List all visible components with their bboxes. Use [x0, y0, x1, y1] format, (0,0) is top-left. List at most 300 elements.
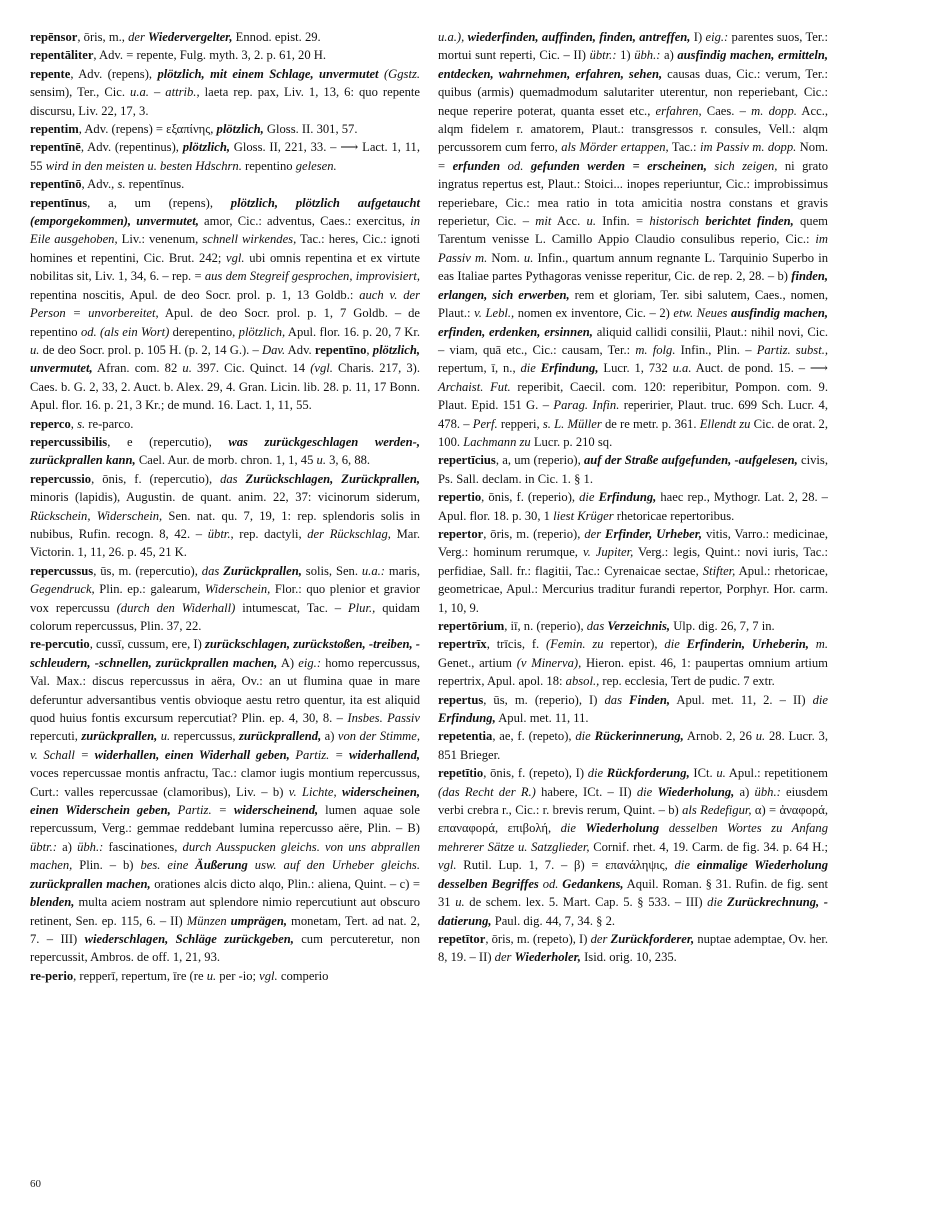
entry-text: Cornif. rhet. 4, 19. Carm. de fig. 34. p. 64 H.;: [589, 839, 828, 854]
italic-note: vgl.: [259, 968, 278, 983]
translation: Zurückrechnung, -datierung,: [438, 895, 828, 928]
italic-note: übh.:: [634, 48, 661, 63]
left-column: [30, 28, 420, 985]
translation: erfunden: [452, 158, 501, 173]
entry-text: Gloss. II. 301, 57.: [263, 122, 358, 137]
entry-text: quem Tarentum venisse L. Camillo Appio Claudio consulibus reperio, Cic.:: [438, 214, 828, 247]
translation: widerscheinend,: [233, 803, 319, 818]
entry-text: , ōnis, f. (repeto), I): [483, 766, 588, 781]
entry-text: A): [277, 655, 299, 670]
entry-text: a): [660, 48, 678, 63]
italic-note: gelesen.: [295, 158, 337, 173]
entry-text: Ennod. epist. 29.: [232, 30, 321, 44]
italic-note: m. dopp.: [751, 103, 797, 118]
entry-text: Arnob. 2, 26: [683, 729, 756, 744]
entry-text: ,: [366, 342, 373, 357]
entry-text: , ūs, m. (reperio), I): [483, 692, 605, 707]
italic-note: aus dem Stegreif gesprochen, improvisiert,: [204, 269, 420, 284]
italic-note: u.: [755, 729, 766, 744]
translation: zurückprallen machen,: [30, 876, 151, 891]
entry-text: reperirier, Plaut. truc. 699 Sch. Lucr. 4, 478. –: [438, 398, 828, 431]
translation: einmalige Wiederholung desselben Begriffes: [438, 858, 828, 891]
entry-text: Lucr. p. 210 sq.: [530, 434, 613, 449]
italic-note: etw. Neues: [673, 306, 732, 321]
italic-note: od.: [507, 158, 524, 173]
entry-text: Acc., alqm fidelem r. amatorem, Plaut.: transgressos r. consules, Vell.: alqm percussorem cum ferro,: [438, 103, 828, 155]
headword: repentīnō: [30, 177, 82, 192]
entry-text: , ōris, m. (reperio),: [483, 526, 585, 541]
italic-note: liest Krüger: [553, 508, 614, 523]
translation: Gedankens,: [562, 876, 624, 891]
entry-text: ubi omnis repentina et ex virtute nobilitas sit, Liv. 1, 34, 6. – rep. =: [30, 250, 420, 284]
entry-text: , Adv. (repens) = εξαπίνης,: [78, 122, 217, 137]
italic-note: u.a. – attrib.,: [130, 85, 200, 100]
entry-text: Charis. 217, 3). Caes. b. G. 2, 33, 2. Auct. b. Alex. 29, 4. Gran. Licin. lib. 28. p. 11, 17 Bonn. Apul. flor. 16. p. 21, 3 Kr.; de mund. 16. Lact. 1, 11, 55.: [30, 361, 421, 413]
translation: Wiedervergelter,: [148, 30, 233, 44]
translation: umprägen,: [230, 913, 287, 928]
italic-note: u.: [523, 250, 534, 265]
italic-note: die: [812, 692, 828, 707]
italic-note: im Passiv m.: [438, 232, 828, 265]
entry-text: Cic. de orat. 2, 100.: [438, 416, 828, 449]
entry-text: a): [321, 729, 338, 744]
translation: widerscheinen, einen Widerschein geben,: [30, 784, 420, 818]
translation: zurückprallend,: [238, 729, 322, 744]
italic-note: u.a.: [672, 361, 692, 376]
dictionary-entry: [30, 415, 420, 433]
dictionary-entry: [438, 451, 828, 488]
entry-text: repertor),: [603, 637, 665, 652]
italic-note: in Eile ausgehoben,: [30, 214, 420, 247]
italic-note: das: [220, 471, 246, 486]
italic-note: (Ggstz.: [383, 66, 420, 81]
headword: repetītor: [438, 931, 486, 946]
italic-note: sich zeigen,: [714, 158, 778, 173]
entry-text: fascinationes,: [103, 839, 183, 854]
entry-text: ,: [70, 416, 78, 431]
entry-text: minoris (lapidis), Augustin. de quant. anim. 22, 37: vicinorum siderum,: [30, 490, 420, 505]
italic-note: u.: [316, 453, 326, 468]
italic-note: Münzen: [186, 913, 231, 928]
italic-note: desselben Wortes zu Anfang mehrerer Sätze u. Satzglieder,: [438, 821, 829, 854]
italic-note: plötzlich,: [238, 324, 286, 339]
italic-note: das: [586, 619, 608, 633]
italic-note: der: [128, 30, 149, 44]
italic-note: v. Jupiter,: [582, 545, 634, 560]
italic-note: Partiz. =: [295, 747, 349, 762]
dictionary-entry: [438, 617, 828, 635]
entry-text: Apul. met. 11, 11.: [495, 711, 589, 726]
italic-note: v. Lebl.,: [474, 306, 515, 321]
italic-note: s.: [117, 177, 126, 192]
headword: repentim: [30, 122, 79, 137]
entry-text: Adv.: [285, 342, 315, 357]
entry-text: sensim), Ter., Cic.: [30, 85, 131, 100]
entry-text: lumen aquae sole repercussum, Verg.: gemmae reddebant lumina repercusso aëre, Plin. – B): [30, 803, 420, 836]
entry-text: re-parco.: [85, 416, 134, 431]
entry-text: Tac.: heres, Cic.: ignoti homines et repentini, Cic. Brut. 242;: [30, 232, 420, 265]
entry-text: Ulp. dig. 26, 7, 7 in.: [670, 619, 775, 633]
italic-note: Rückschein, Widerschein,: [30, 508, 163, 523]
entry-text: rep. ecclesia, Tert de pudic. 7 extr.: [599, 674, 775, 689]
italic-note: u.: [182, 361, 192, 376]
entry-text: I): [690, 30, 706, 44]
italic-note: Perf.: [472, 416, 498, 431]
italic-note: u.a.),: [438, 30, 465, 44]
italic-note: die: [575, 729, 595, 744]
entry-text: repercussus,: [170, 729, 239, 744]
italic-note: (Femin. zu: [546, 637, 604, 652]
entry-text: Flor.: quo plenior et gravior vox repercussu: [30, 582, 420, 615]
italic-note: u.a.:: [361, 563, 385, 578]
translation: zurückprallen,: [81, 729, 158, 744]
dictionary-entry: [438, 28, 828, 451]
italic-note: die: [664, 637, 687, 652]
right-column: [438, 28, 828, 967]
italic-note: der Rückschlag,: [307, 526, 391, 541]
translation: auf der Straße aufgefunden, -aufgelesen,: [584, 453, 798, 468]
translation: Zurückschlagen, Zurückprallen,: [245, 471, 420, 486]
translation: plötzlich,: [182, 140, 230, 155]
entry-text: per -io;: [216, 968, 260, 983]
entry-text: nomen ex inventore, Cic. – 2): [514, 306, 674, 321]
translation: Erfinderin, Urheberin,: [686, 637, 809, 652]
entry-text: Hieron. epist. 46, 1: paupertas omnium artium repertrix, Apul. apol. 18:: [438, 655, 828, 689]
headword: repertio: [438, 490, 482, 505]
entry-text: 397. Cic. Quinct. 14: [191, 361, 311, 376]
translation: finden, erlangen, sich erwerben,: [438, 269, 828, 302]
entry-text: vitis, Varro.: medicinae, Verg.: hominum rerumque,: [438, 526, 829, 560]
entry-text: , ōris, m. (repeto), I): [485, 931, 591, 946]
italic-note: Plur.,: [347, 600, 376, 615]
italic-note: auch v. der Person = unvorbereitet,: [30, 287, 420, 321]
italic-note: u.: [160, 729, 171, 744]
entry-text: intumescat, Tac. –: [235, 600, 348, 615]
entry-text: civis, Ps. Sall. declam. in Cic. 1. § 1.: [438, 453, 828, 486]
italic-note: vgl.: [226, 250, 245, 265]
entry-text: multa aciem nostram aut splendore nimio repercutiunt aut obscuro retinent, Sen. ep. 115, 6. – II): [30, 895, 420, 928]
entry-text: Liv.: venenum,: [117, 232, 203, 247]
entry-text: [659, 821, 669, 835]
entry-text: , ōris, m.,: [77, 30, 129, 44]
entry-text: haec rep., Mythogr. Lat. 2, 28. – Apul. flor. 18. p. 30, 1: [438, 490, 828, 523]
entry-text: , ae, f. (repeto),: [492, 729, 576, 744]
entry-text: , iī, n. (reperio),: [504, 619, 587, 633]
dictionary-entry: [30, 28, 420, 46]
dictionary-entry: [30, 635, 420, 966]
entry-text: Paul. dig. 44, 7, 34. § 2.: [491, 913, 616, 928]
italic-note: usw. auf den Urheber gleichs.: [254, 858, 420, 873]
italic-note: u.: [455, 895, 465, 910]
italic-note: die: [707, 895, 728, 910]
entry-text: , Adv. (repentinus),: [80, 140, 183, 155]
translation: Zurückprallen,: [223, 563, 302, 578]
italic-note: m.: [815, 637, 828, 652]
italic-note: eig.:: [705, 30, 729, 44]
italic-note: u.: [586, 214, 596, 229]
entry-text: , ūs, m. (repercutio),: [93, 563, 202, 578]
entry-text: Sen. nat. qu. 7, 19, 1: rep. splendoris solis in nubibus, Rufin. recogn. 8, 42. –: [30, 508, 420, 541]
translation: Rückforderung,: [606, 766, 690, 781]
entry-text: Afran. com. 82: [92, 361, 183, 376]
italic-note: u.: [30, 342, 40, 357]
italic-note: die: [560, 821, 586, 836]
dictionary-page: [30, 28, 910, 1178]
italic-note: das: [604, 692, 630, 707]
translation: Wiederholer,: [514, 950, 581, 965]
entry-text: Gloss. II, 221, 33. – ⟶ Lact. 1, 11, 55: [30, 140, 420, 173]
dictionary-entry: [30, 138, 420, 175]
italic-note: (v Minerva),: [516, 655, 582, 670]
entry-text: orationes alcis dicto alqo, Plin.: aliena, Quint. – c) =: [150, 876, 420, 891]
italic-note: Lachmann zu: [463, 434, 531, 449]
italic-note: Widerschein,: [204, 582, 271, 597]
italic-note: im Passiv m. dopp.: [699, 140, 797, 155]
entry-text: Tac.:: [668, 140, 700, 155]
entry-text: comperio: [277, 968, 329, 983]
dictionary-entry: [438, 691, 828, 728]
italic-note: der: [590, 931, 611, 946]
entry-text: , Adv. = repente, Fulg. myth. 3, 2. p. 61, 20 H.: [93, 48, 327, 63]
translation: widerhallen, einen Widerhall geben,: [94, 747, 290, 762]
entry-text: Apul. de deo Socr. prol. p. 1, 7 Goldb. – de repentino: [30, 306, 421, 339]
headword: repentīno: [314, 342, 367, 357]
translation: Verzeichnis,: [607, 619, 671, 633]
translation: Erfindung,: [438, 711, 496, 726]
entry-text: rep. dactyli,: [233, 526, 308, 541]
dictionary-entry: [30, 470, 420, 562]
italic-note: Stifter,: [702, 563, 736, 578]
italic-note: übh.:: [77, 839, 104, 854]
entry-text: homo repercussus, Val. Max.: discus repercussus in aëra, Ov.: an ut flumina quae in mare deferuntur adversantibus ventis obvioque aestu retro quentur, ita est aliquid quod huius fontis excursum repercutiat? Plin. ep. 4, 30, 8. –: [30, 655, 420, 726]
dictionary-entry: [30, 967, 420, 985]
entry-text: eiusdem verbi crebra r., Cic.: r. brevis rerum, Quint. – b): [438, 784, 828, 818]
translation: gefunden werden = erscheinen,: [530, 158, 707, 173]
dictionary-entry: [438, 764, 828, 930]
entry-text: , cussī, cussum, ere, I): [89, 637, 206, 652]
italic-note: (das Recht der R.): [438, 784, 536, 799]
headword: re-perio: [30, 968, 74, 983]
italic-note: durch Ausspucken gleichs. von uns abprallen machen,: [30, 839, 420, 873]
entry-text: , a, um (repens),: [87, 195, 231, 210]
dictionary-entry: [30, 562, 420, 636]
italic-note: übtr.,: [207, 526, 234, 541]
entry-text: Caes. –: [701, 103, 752, 118]
entry-text: Genet., artium: [438, 655, 517, 670]
entry-text: monetam, Tert. ad nat. 2, 7. – III): [30, 913, 421, 946]
entry-text: a): [734, 784, 755, 799]
entry-text: cum percuteretur, non repercussit, Ambros. de off. 1, 21, 93.: [30, 931, 420, 965]
entry-text: , e (repercutio),: [107, 434, 229, 449]
dictionary-entry: [438, 635, 828, 690]
headword: repertīcius: [438, 453, 496, 468]
italic-note: als Redefigur,: [682, 803, 752, 818]
italic-note: Insbes. Passiv: [347, 711, 420, 726]
entry-text: quidam colorum repercussus, Plin. 37, 22.: [30, 600, 420, 633]
italic-note: historisch: [649, 214, 706, 229]
entry-text: [248, 858, 255, 872]
entry-text: ni grato ingratus repertus est, Plaut.: Stoici... inopes reperiuntur, Cic.: improbissimus reperiebare, Cic.: mea ratio in tota amicitia nostra constans et gravis reperietur, Cic. –: [438, 158, 828, 229]
dictionary-entry: [438, 488, 828, 525]
entry-text: laeta rep. pax, Liv. 1, 13, 6: quo repente discursu, Liv. 22, 17, 3.: [30, 85, 420, 118]
headword: repertus: [438, 692, 484, 707]
translation: wiederfinden, auffinden, finden, antreffen,: [467, 30, 691, 44]
entry-text: rhetoricae repertoribus.: [613, 508, 735, 523]
entry-text: voces repercussae montis anfractu, Tac.: clamor iugis montium repercussus, Curt.: valles repercussae (clamoribus), Liv. – b): [30, 766, 420, 799]
entry-text: , trīcis, f.: [486, 637, 547, 652]
entry-text: Apul. met. 11, 2. – II): [670, 692, 813, 707]
entry-text: ICt.: [689, 766, 717, 781]
headword: repercussus: [30, 563, 94, 578]
headword: repēnsor: [30, 30, 78, 44]
translation: ausfindig machen, ermitteln, entdecken, wahrnehmen, erfahren, sehen,: [438, 48, 828, 81]
translation: plötzlich, unvermutet,: [30, 342, 420, 376]
italic-note: der: [584, 526, 606, 541]
entry-text: 3, 6, 88.: [325, 453, 371, 468]
italic-note: Gegendruck,: [30, 582, 95, 597]
italic-note: Partiz. =: [177, 803, 234, 818]
entry-text: reperibit, Caecil. com. 120: reperibitur, Pompon. com. 9. Plaut. Epid. 151 G. –: [438, 379, 828, 413]
entry-text: derepentino,: [169, 324, 239, 339]
italic-note: m. folg.: [635, 342, 676, 357]
entry-text: repercuti,: [30, 729, 82, 744]
entry-text: repperi,: [497, 416, 543, 431]
headword: repetentia: [438, 729, 493, 744]
headword: repentāliter: [30, 48, 94, 63]
translation: Zurückforderer,: [610, 931, 695, 946]
translation: Erfindung,: [540, 361, 599, 376]
dictionary-entry: [438, 727, 828, 764]
entry-text: amor, Cic.: adventus, Caes.: exercitus,: [198, 214, 411, 229]
entry-text: [171, 803, 178, 817]
entry-text: , repperī, repertum, īre (re: [73, 968, 207, 983]
entry-text: Lucr. 1, 732: [598, 361, 673, 376]
translation: ausfindig machen, erfinden, erdenken, ersinnen,: [438, 306, 828, 339]
dictionary-entry: [30, 65, 420, 120]
italic-note: Partiz. subst.,: [756, 342, 828, 357]
italic-note: bes. eine: [140, 858, 196, 873]
entry-text: Aquil. Roman. § 31. Rufin. de fig. sent 31: [438, 876, 829, 910]
entry-text: de deo Socr. prol. p. 105 H. (p. 2, 14 G.). –: [39, 342, 262, 357]
entry-text: de schem. lex. 5. Mart. Cap. 5. § 533. – III): [464, 895, 708, 910]
entry-text: 28. Lucr. 3, 851 Brieger.: [438, 729, 829, 762]
headword: reperco: [30, 416, 71, 431]
entry-text: Apul. flor. 16. p. 20, 7 Kr.: [285, 324, 420, 339]
translation: Rückerinnerung,: [594, 729, 684, 744]
translation: Finden,: [629, 692, 670, 707]
headword: repentīnus: [30, 195, 88, 210]
entry-text: Rutil. Lup. 1, 7. – β) = επανάληψις,: [456, 858, 675, 873]
entry-text: α) = ἀναφορά, επαναφορά, επιβολή,: [438, 803, 828, 836]
translation: Wiederholung: [585, 821, 660, 836]
entry-text: parentes suos, Ter.: mortui sunt reperti, Cic. – II): [438, 30, 829, 63]
italic-note: übh.:: [754, 784, 781, 799]
entry-text: causas duas, Cic.: verum, Ter.: quibus (armis) quemadmodum salutariter uterentur, non reperiebant, Cic.: neque reperire poterat, quanta esset etc.,: [438, 66, 828, 118]
translation: Wiederholung,: [657, 784, 735, 799]
entry-text: repentina noscitis, Apul. de deo Socr. prol. p. 1, 13 Goldb.:: [30, 287, 360, 302]
headword: repentīnē: [30, 140, 81, 155]
entry-text: solis, Sen.: [301, 563, 362, 578]
entry-text: Isid. orig. 10, 235.: [580, 950, 677, 965]
entry-text: Nom. =: [438, 140, 829, 173]
translation: was zurückgeschlagen werden-, zurückprallen kann,: [30, 434, 420, 468]
italic-note: der: [494, 950, 515, 965]
italic-note: od.: [542, 876, 559, 891]
entry-text: rem et gloriam, Ter. sibi salutem, Caes., nomen, Plaut.:: [438, 287, 828, 321]
entry-text: Acc.: [551, 214, 587, 229]
dictionary-entry: [30, 433, 420, 470]
italic-note: die: [587, 766, 607, 781]
headword: re-percutio: [30, 637, 90, 652]
entry-text: [809, 637, 816, 651]
dictionary-entry: [30, 194, 420, 415]
dictionary-entry: [438, 525, 828, 617]
entry-text: , ōnis, f. (repercutio),: [91, 471, 221, 486]
italic-note: absol.,: [565, 674, 600, 689]
italic-note: wird in den meisten u. besten Hdschrn.: [45, 158, 242, 173]
headword: repercussio: [30, 471, 92, 486]
entry-text: Apul.: repetitionem: [725, 766, 828, 781]
italic-note: Ellendt zu: [699, 416, 751, 431]
italic-note: vgl.: [438, 858, 457, 873]
entry-text: , ōnis, f. (reperio),: [481, 490, 580, 505]
italic-note: als Mörder ertappen,: [561, 140, 669, 155]
entry-text: a): [56, 839, 78, 854]
italic-note: Parag. Infin.: [553, 398, 620, 413]
italic-note: eig.:: [298, 655, 322, 670]
italic-note: mit: [535, 214, 552, 229]
dictionary-entry: [30, 120, 420, 138]
entry-text: Auct. de pond. 15. – ⟶: [691, 361, 828, 376]
italic-note: die: [674, 858, 697, 873]
entry-text: Infin. =: [595, 214, 650, 229]
italic-note: erfahren,: [655, 103, 702, 118]
italic-note: od. (als ein Wort): [80, 324, 170, 339]
entry-text: [500, 159, 507, 173]
entry-text: repentino: [241, 158, 296, 173]
entry-text: , Adv.,: [81, 177, 118, 192]
entry-text: Cael. Aur. de morb. chron. 1, 1, 45: [135, 453, 317, 468]
italic-note: (vgl.: [310, 361, 333, 376]
translation: blenden,: [30, 895, 75, 910]
entry-text: maris,: [384, 563, 420, 578]
italic-note: u.: [206, 968, 217, 983]
entry-text: de re metr. p. 361.: [601, 416, 700, 431]
translation: berichtet finden,: [705, 214, 794, 229]
italic-note: s. L. Müller: [542, 416, 602, 431]
italic-note: von der Stimme, v. Schall =: [30, 729, 420, 762]
headword: repertōrium: [438, 619, 505, 633]
italic-note: Archaist. Fut.: [438, 379, 511, 394]
entry-text: nuptae ademptae, Ov. her. 8, 19. – II): [438, 931, 829, 965]
entry-text: [523, 159, 530, 173]
entry-text: Nom.: [487, 250, 524, 265]
entry-text: Plin. – b): [72, 858, 141, 873]
entry-text: repentīnus.: [125, 177, 185, 192]
translation: zurückschlagen, zurückstoßen, -treiben, -schleudern, -schnellen, zurückprallen machen,: [30, 637, 420, 670]
entry-text: Infin., Plin. –: [675, 342, 757, 357]
headword: repercussibilis: [30, 434, 108, 449]
page-number: 60: [30, 1178, 41, 1190]
italic-note: u.: [716, 766, 726, 781]
italic-note: schnell wirkendes,: [202, 232, 297, 247]
entry-text: , Adv. (repens),: [70, 66, 158, 81]
translation: Äußerung: [195, 858, 248, 873]
italic-note: die: [579, 490, 599, 505]
entry-text: Plin. ep.: galearum,: [94, 582, 205, 597]
translation: plötzlich,: [216, 122, 264, 137]
dictionary-entry: [438, 930, 828, 967]
